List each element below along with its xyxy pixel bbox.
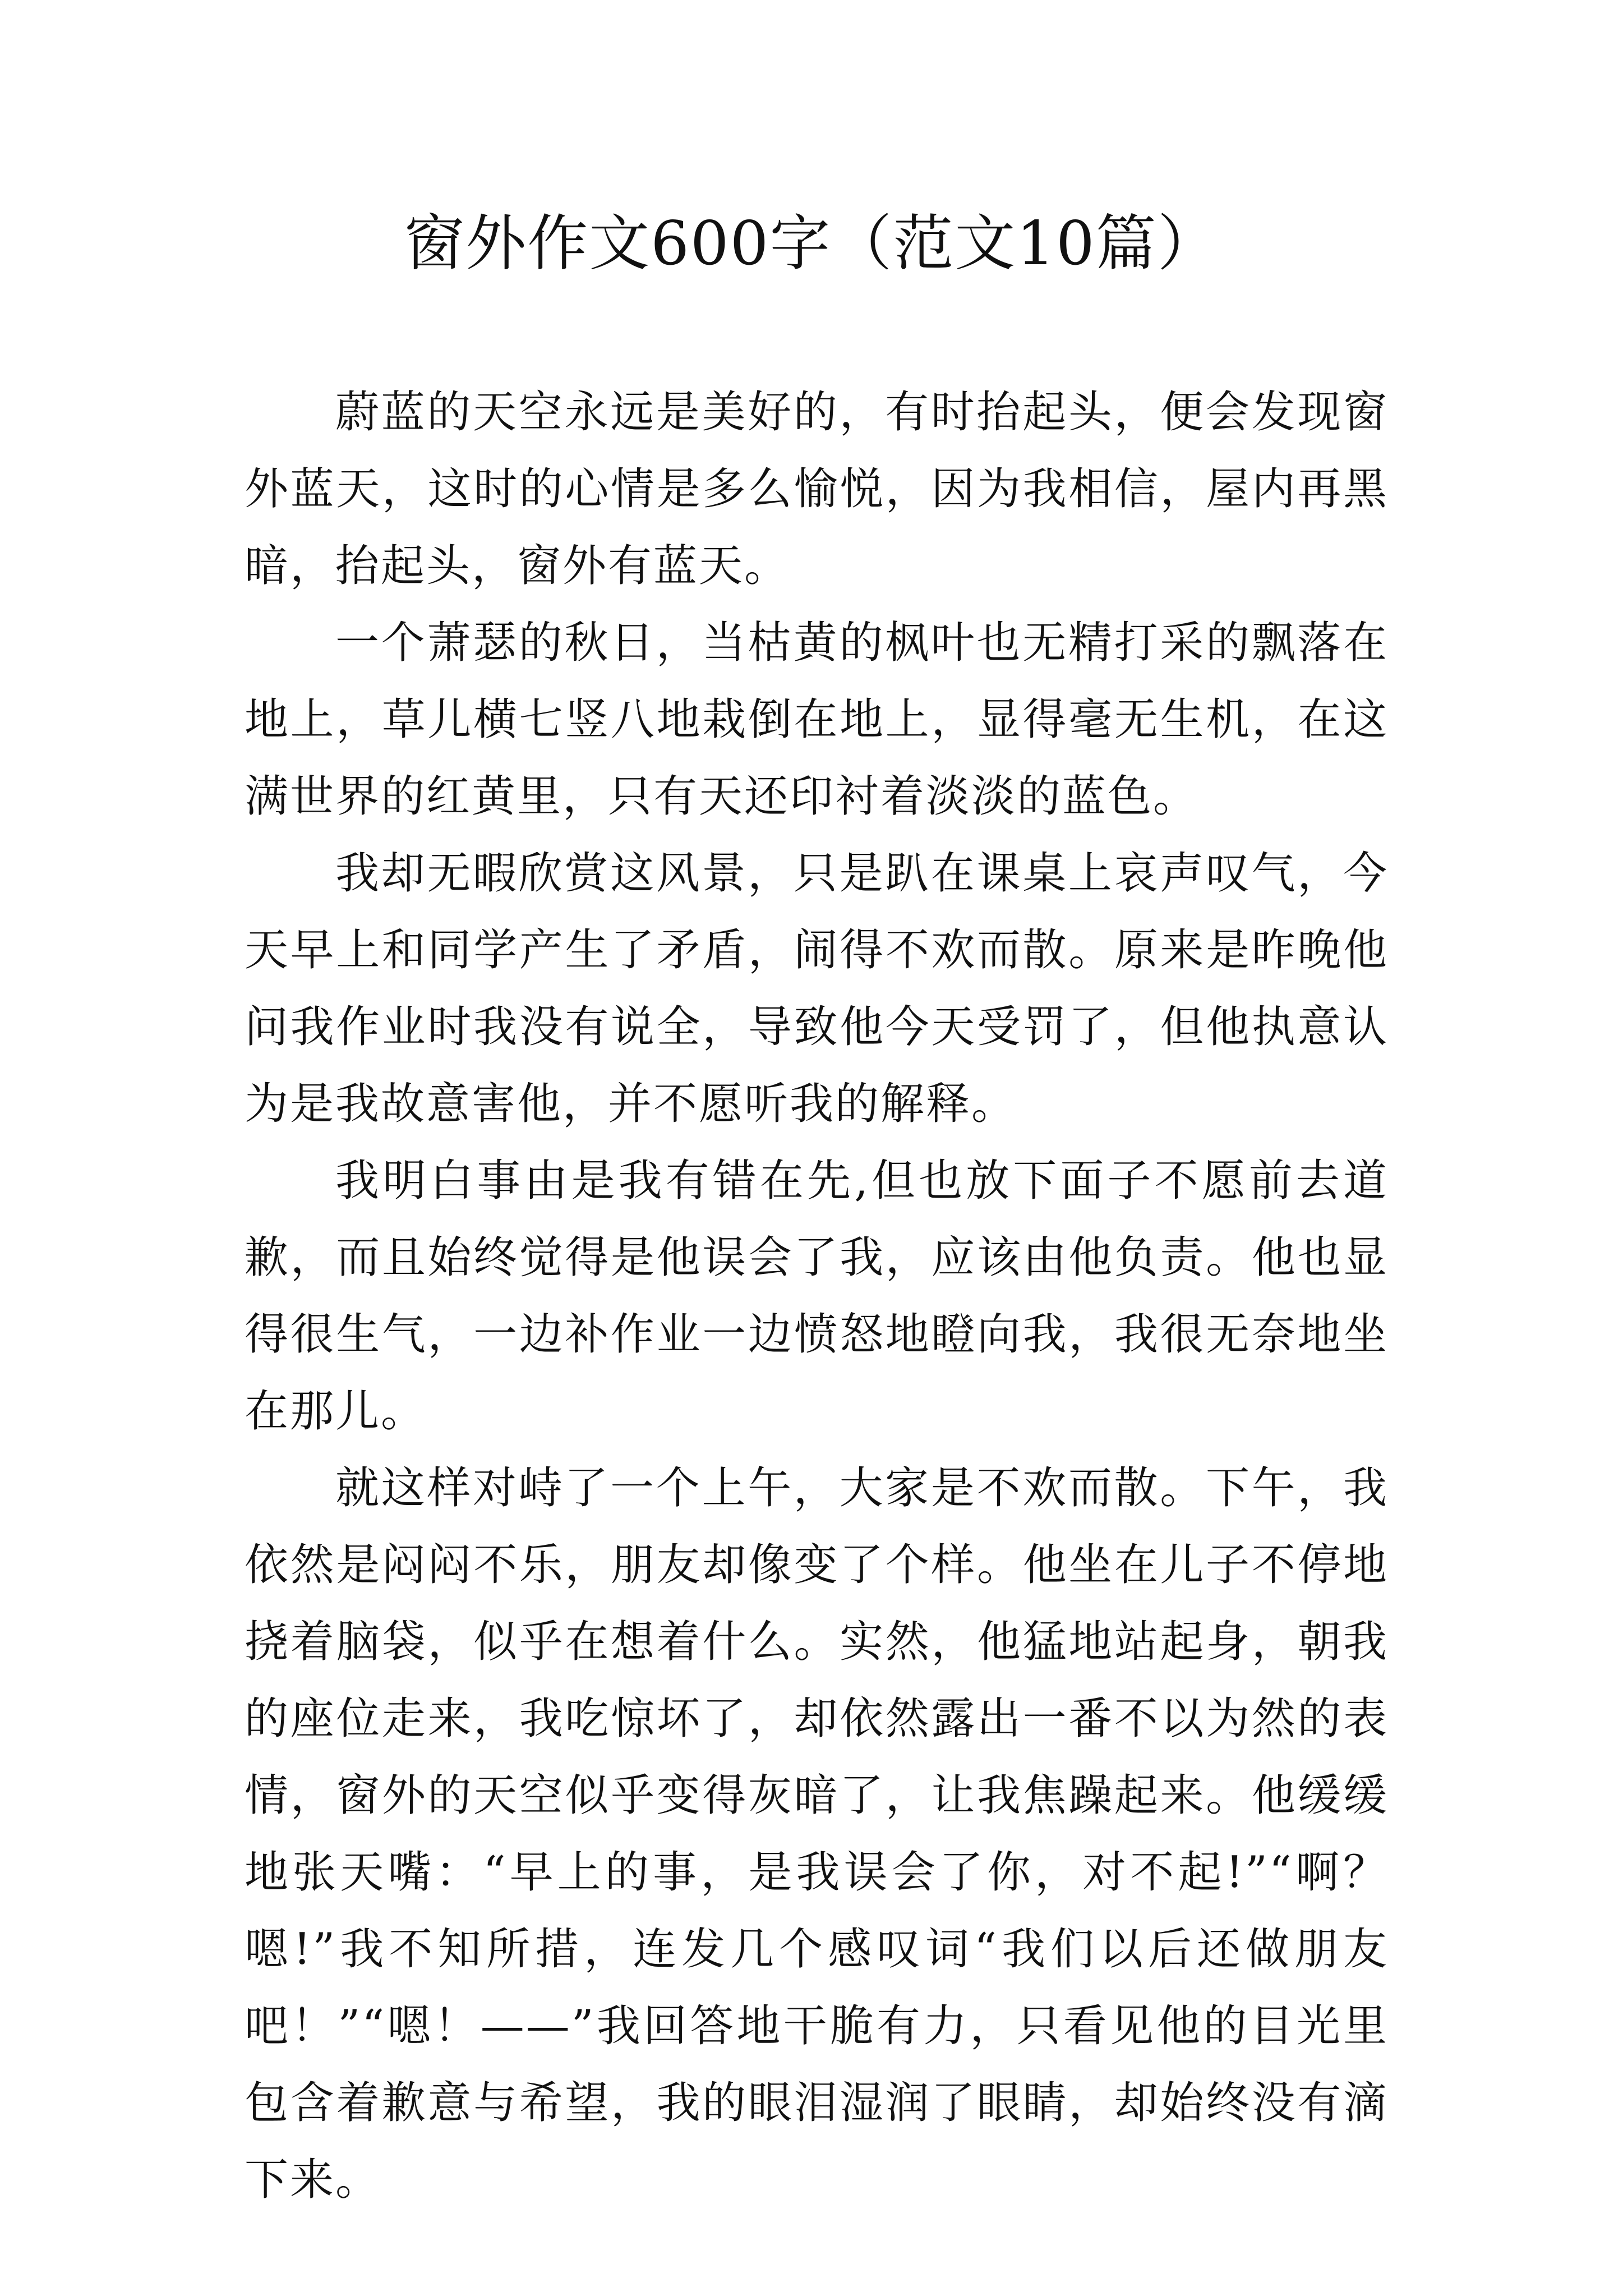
- paragraph-2: 一个萧瑟的秋日，当枯黄的枫叶也无精打采的飘落在地上，草儿横七竖八地栽倒在地上，显得毫无生机，在这满世界的红黄里，只有天还印衬着淡淡的蓝色。: [245, 618, 1389, 822]
- paragraph-1: 蔚蓝的天空永远是美好的，有时抬起头，便会发现窗外蓝天，这时的心情是多么愉悦，因为我相信，屋内再黑暗，抬起头，窗外有蓝天。: [245, 387, 1389, 591]
- paragraph-4: 我明白事由是我有错在先,但也放下面子不愿前去道歉，而且始终觉得是他误会了我，应该由他负责。他也显得很生气，一边补作业一边愤怒地瞪向我，我很无奈地坐在那儿。: [245, 1156, 1389, 1437]
- paragraph-5: 就这样对峙了一个上午，大家是不欢而散。下午，我依然是闷闷不乐，朋友却像变了个样。他坐在儿子不停地挠着脑袋，似乎在想着什么。实然，他猛地站起身，朝我的座位走来，我吃惊坏了，却依然露出一番不以为然的表情，窗外的天空似乎变得灰暗了，让我焦躁起来。他缓缓地张天嘴：“早上的事，是我误会了你，对不起!”“啊？嗯!”我不知所措，连发几个感叹词“我们以后还做朋友吧！”“嗯！——”我回答地干脆有力，只看见他的目光里包含着歉意与希望，我的眼泪湿润了眼睛，却始终没有滴下来。: [245, 1463, 1389, 2205]
- document-title: 窗外作文600字（范文10篇）: [404, 209, 1219, 279]
- paragraph-3: 我却无暇欣赏这风景，只是趴在课桌上哀声叹气，今天早上和同学产生了矛盾，闹得不欢而散。原来是昨晚他问我作业时我没有说全，导致他今天受罚了，但他执意认为是我故意害他，并不愿听我的解释。: [245, 848, 1389, 1129]
- document-body: [245, 374, 1389, 2219]
